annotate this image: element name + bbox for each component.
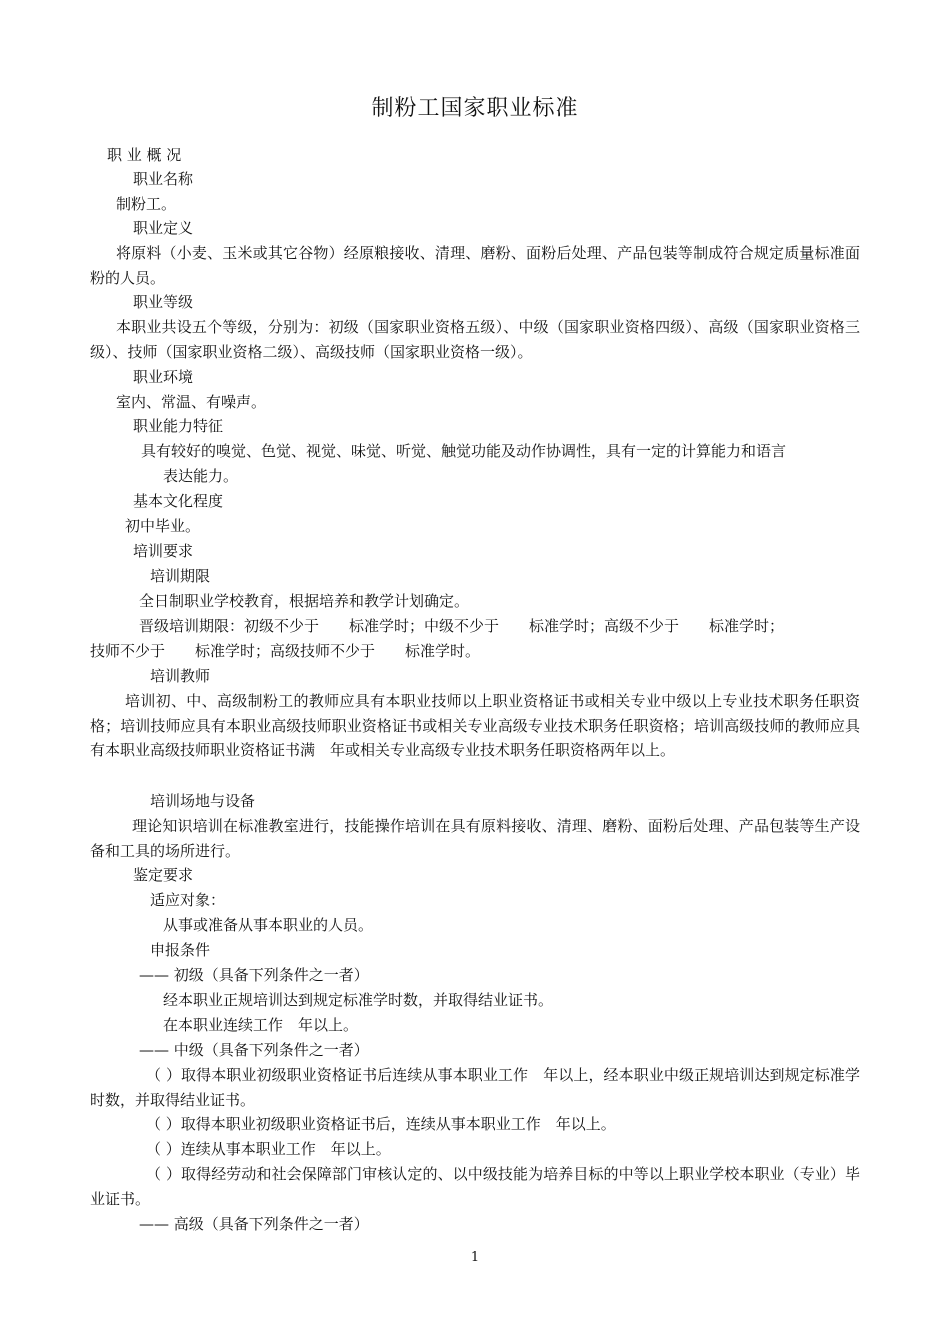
grade-text: 本职业共设五个等级，分别为：初级（国家职业资格五级）、中级（国家职业资格四级）、高级（国家职业资格三级）、技师（国家职业资格二级）、高级技师（国家职业资格一级）。: [90, 318, 860, 361]
ability-line-2: 表达能力。: [163, 467, 239, 485]
page-number: 1: [470, 1250, 480, 1265]
name-value: 制粉工。: [116, 195, 177, 213]
overview-heading: 职 业 概 况: [107, 146, 182, 164]
definition-heading: 职业定义: [133, 219, 194, 237]
junior-heading: —— 初级（具备下列条件之一者）: [139, 966, 369, 984]
edu-value: 初中毕业。: [125, 517, 201, 535]
middle-condition-1: （ ）取得本职业初级职业资格证书后连续从事本职业工作 年以上，经本职业中级正规培训达到规定标准学时数，并取得结业证书。: [90, 1066, 860, 1109]
senior-heading: —— 高级（具备下列条件之一者）: [139, 1215, 369, 1233]
junior-condition-1: 经本职业正规培训达到规定标准学时数，并取得结业证书。: [163, 991, 554, 1009]
venue-text: 理论知识培训在标准教室进行，技能操作培训在具有原料接收、清理、磨粉、面粉后处理、产品包装等生产设备和工具的场所进行。: [90, 817, 860, 860]
env-heading: 职业环境: [133, 368, 194, 386]
middle-condition-2: （ ）取得本职业初级职业资格证书后，连续从事本职业工作 年以上。: [146, 1115, 616, 1133]
target-heading: 适应对象：: [150, 891, 226, 909]
period-text-2-line-1: 晋级培训期限：初级不少于 标准学时；中级不少于 标准学时；高级不少于 标准学时；: [139, 617, 785, 635]
document-title: 制粉工国家职业标准: [371, 96, 579, 121]
junior-condition-2: 在本职业连续工作 年以上。: [163, 1016, 359, 1034]
teacher-text: 培训初、中、高级制粉工的教师应具有本职业技师以上职业资格证书或相关专业中级以上专业技术职务任职资格；培训技师应具有本职业高级技师职业资格证书或相关专业高级专业技术职务任职资格；培训高级技师的教师应具有本职业高级技师职业资格证书满 年或相关专业高级专业技术职务任职资格两年以上。: [90, 692, 860, 759]
middle-condition-3: （ ）连续从事本职业工作 年以上。: [146, 1140, 391, 1158]
period-text-2-line-2: 技师不少于 标准学时；高级技师不少于 标准学时。: [90, 642, 481, 660]
venue-heading: 培训场地与设备: [150, 792, 256, 810]
teacher-heading: 培训教师: [150, 667, 211, 685]
grade-heading: 职业等级: [133, 293, 194, 311]
training-heading: 培训要求: [133, 542, 194, 560]
definition-text: 将原料（小麦、玉米或其它谷物）经原粮接收、清理、磨粉、面粉后处理、产品包装等制成符合规定质量标准面粉的人员。: [90, 244, 860, 287]
period-heading: 培训期限: [150, 567, 211, 585]
edu-heading: 基本文化程度: [133, 492, 224, 510]
ability-heading: 职业能力特征: [133, 417, 224, 435]
middle-heading: —— 中级（具备下列条件之一者）: [139, 1041, 369, 1059]
ability-line-1: 具有较好的嗅觉、色觉、视觉、味觉、听觉、触觉功能及动作协调性，具有一定的计算能力和语言: [141, 442, 787, 460]
env-value: 室内、常温、有噪声。: [116, 393, 267, 411]
appraisal-heading: 鉴定要求: [133, 866, 194, 884]
period-text-1: 全日制职业学校教育，根据培养和教学计划确定。: [139, 592, 470, 610]
middle-condition-4: （ ）取得经劳动和社会保障部门审核认定的、以中级技能为培养目标的中等以上职业学校本职业（专业）毕业证书。: [90, 1165, 860, 1208]
apply-heading: 申报条件: [150, 941, 211, 959]
name-heading: 职业名称: [133, 170, 194, 188]
target-text: 从事或准备从事本职业的人员。: [163, 916, 374, 934]
